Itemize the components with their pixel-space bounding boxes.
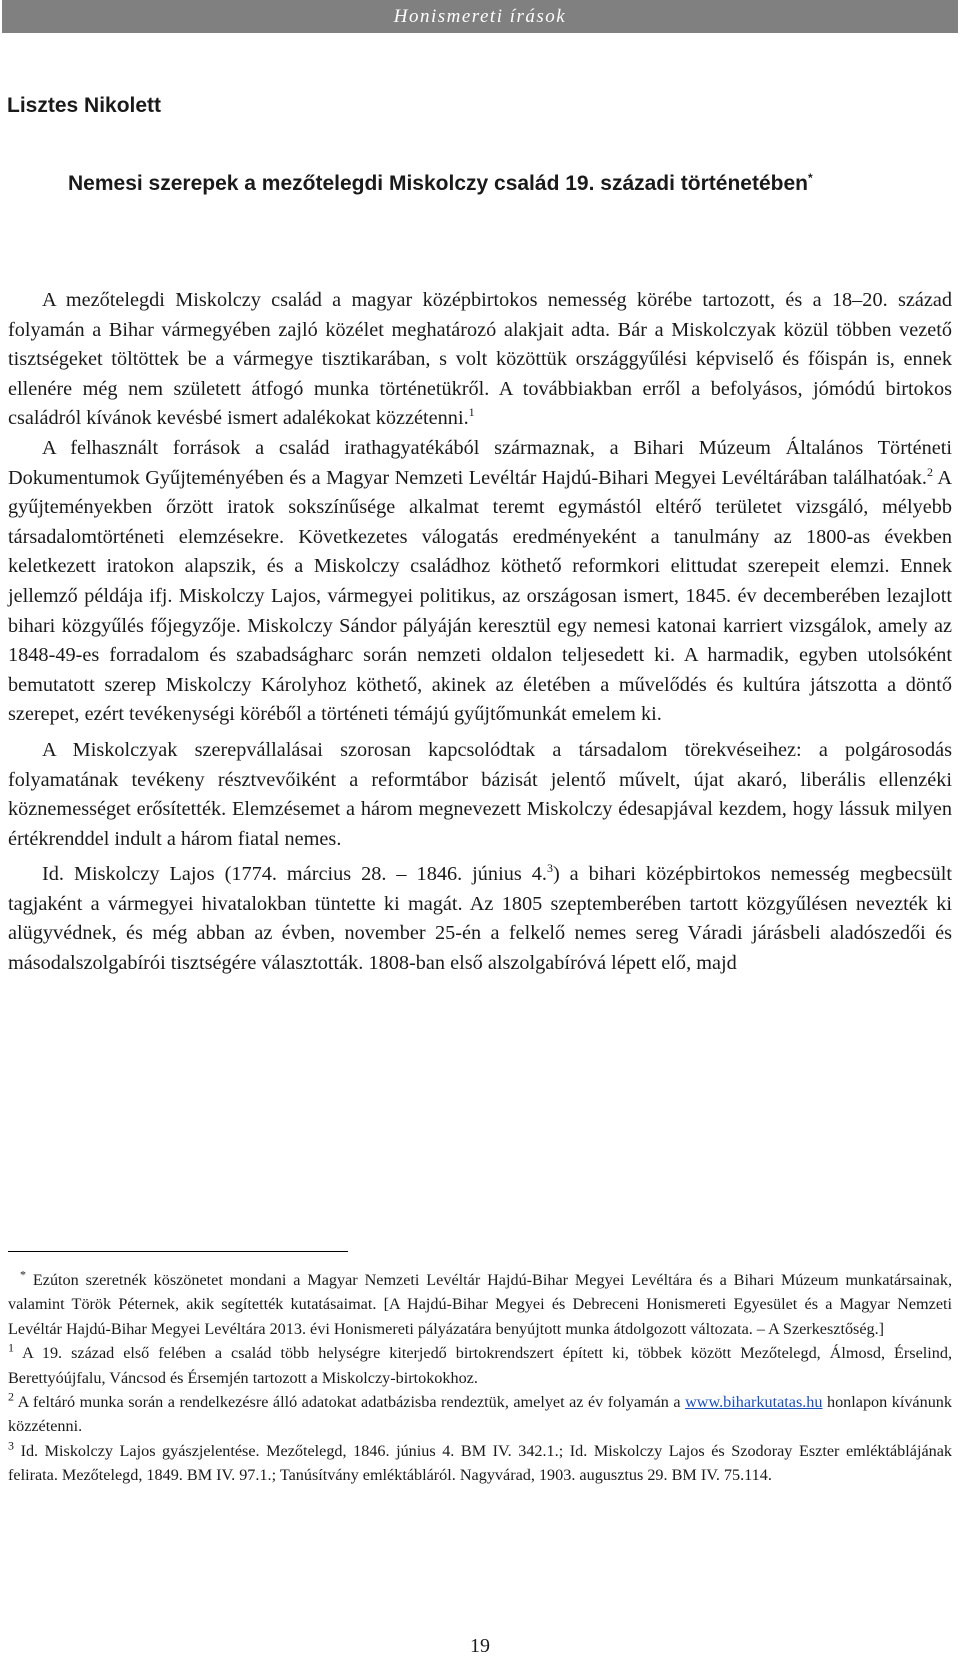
page-number: 19 xyxy=(470,1635,490,1657)
footnotes xyxy=(8,1268,952,1488)
footnote-text: A feltáró munka során a rendelkezésre álló adatokat adatbázisba rendeztük, amelyet az év folyamán a xyxy=(17,1393,686,1412)
footnote-1 xyxy=(8,1341,952,1390)
paragraph-1 xyxy=(8,286,952,434)
paragraph-3 xyxy=(8,736,952,854)
paragraph-text: Id. Miskolczy Lajos (1774. március 28. – 1846. június 4. xyxy=(42,863,547,886)
article-title xyxy=(68,172,813,196)
footnote-text-cont: honlapon kívánunk közzétenni. xyxy=(8,1393,952,1436)
footnote-star xyxy=(8,1268,952,1341)
footnote-3 xyxy=(8,1439,952,1488)
footnote-ref-2[interactable]: 2 xyxy=(927,464,933,479)
paragraph-text-cont: A gyűjteményekben őrzött iratok sokszínűsége alkalmat teremt egymástól eltérő területet vizsgáló, mélyebb társadalomtörténeti elemzésekre. Következetes válogatás eredményeként a tanulmány az 1800-as években keletkezett iratokon alapszik, és a Miskolczy családhoz köthető reformkori elittudat szerepeit elemzi. Ennek jellemző példája ifj. Miskolczy Lajos, vármegyei politikus, az országosan ismert, 1845. év decemberében lezajlott bihari közgyűlés főjegyzője. Miskolczy Sándor pályáján keresztül egy nemesi katonai karriert vizsgálok, amely az 1848-49-es forradalom és szabadságharc során nemzeti oldalon teljesedett ki. A harmadik, egyben utolsóként bemutatott szerep Miskolczy Károlyhoz köthető, akinek az életében a művelődés és kultúra játszotta a döntő szerepet, ezért tevékenységi köréből a történeti témájú gyűjtőmunkát emelem ki. xyxy=(8,466,952,726)
footnote-2 xyxy=(8,1390,952,1439)
article-author: Lisztes Nikolett xyxy=(7,94,162,117)
footnote-ref-3[interactable]: 3 xyxy=(546,861,553,876)
biharkutatas-link[interactable]: www.biharkutatas.hu xyxy=(685,1393,823,1412)
paragraph-text: A Miskolczyak szerepvállalásai szorosan kapcsolódtak a társadalom törekvéseihez: a polgárosodás folyamatának tevékeny résztvevőiként a reformtábor bázisát jelentő művelt, újat akaró, liberális ellenzéki köznemességet erősítették. Elemzésemet a három megnevezett Miskolczy édesapjával kezdem, hogy lássuk milyen értékrenddel indult a három fiatal nemes. xyxy=(8,738,952,850)
paragraph-text-cont: ) a bihari középbirtokos nemesség megbecsült tagjaként a vármegyei hivatalokban tüntette ki magát. Az 1805 szeptemberében tartott közgyűlésen nevezték ki alügyvédnek, és még abban az évben, november 25-én a felkelő nemes sereg Váradi járásbeli aladószedői és másodalszolgabírói tisztségére választották. 1808-ban első alszolgabíróvá lépett elő, majd xyxy=(8,863,952,975)
paragraph-2 xyxy=(8,434,952,730)
article-body xyxy=(8,286,952,979)
footnote-text: Id. Miskolczy Lajos gyászjelentése. Mezőtelegd, 1846. június 4. BM IV. 342.1.; Id. Miskolczy Lajos és Szodoray Eszter emléktáblájának felirata. Mezőtelegd, 1849. BM IV. 97.1.; Tanúsítvány emléktábláról. Nagyvárad, 1903. augusztus 29. BM IV. 75.114. xyxy=(8,1441,953,1485)
footnote-ref-1[interactable]: 1 xyxy=(468,405,475,420)
footnote-text: A 19. század első felében a család több helységre kiterjedő birtokrendszert épített ki, többek között Mezőtelegd, Álmosd, Érselind, Berettyóújfalu, Váncsod és Érsemjén tartozott a Miskolczy-birtokokhoz. xyxy=(8,1344,952,1387)
footnote-mark: 3 xyxy=(8,1438,14,1453)
footnote-mark: 1 xyxy=(8,1340,14,1355)
article-title-text: Nemesi szerepek a mezőtelegdi Miskolczy család 19. századi történetében xyxy=(68,172,808,195)
title-footnote-mark[interactable]: * xyxy=(807,171,813,185)
paragraph-4 xyxy=(8,860,952,978)
footnote-mark: 2 xyxy=(8,1389,14,1404)
running-header-title: Honismereti írások xyxy=(393,5,567,27)
paragraph-text: A felhasznált források a család irathagyatékából származnak, a Bihari Múzeum Általános Történeti Dokumentumok Gyűjteményében és a Magyar Nemzeti Levéltár Hajdú-Bihari Megyei Levéltárában találhatóak. xyxy=(8,436,952,489)
running-header xyxy=(2,0,958,33)
paragraph-text: A mezőtelegdi Miskolczy család a magyar középbirtokos nemesség körébe tartozott, és a 18–20. század folyamán a Bihar vármegyében zajló közélet meghatározó alakjait adta. Bár a Miskolczyak közül többen vezető tisztségeket töltöttek be a vármegye tisztikarában, s volt közöttük országgyűlési képviselő és főispán is, ennek ellenére még nem született átfogó munka történetükről. A továbbiakban erről a befolyásos, jómódú birtokos családról kívánok kevésbé ismert adalékokat közzétenni. xyxy=(8,289,952,430)
footnote-text: Ezúton szeretnék köszönetet mondani a Magyar Nemzeti Levéltár Hajdú-Bihar Megyei Levéltára és a Bihari Múzeum munkatársainak, valamint Török Péternek, akik segítették kutatásaimat. [A Hajdú-Bihar Megyei és Debreceni Honismereti Egyesület és a Magyar Nemzeti Levéltár Hajdú-Bihar Megyei Levéltára 2013. évi Honismereti pályázatára benyújtott munka átdolgozott változata. – A Szerkesztőség.] xyxy=(8,1271,952,1338)
footnote-separator xyxy=(8,1251,348,1252)
footnote-mark: * xyxy=(20,1267,26,1282)
